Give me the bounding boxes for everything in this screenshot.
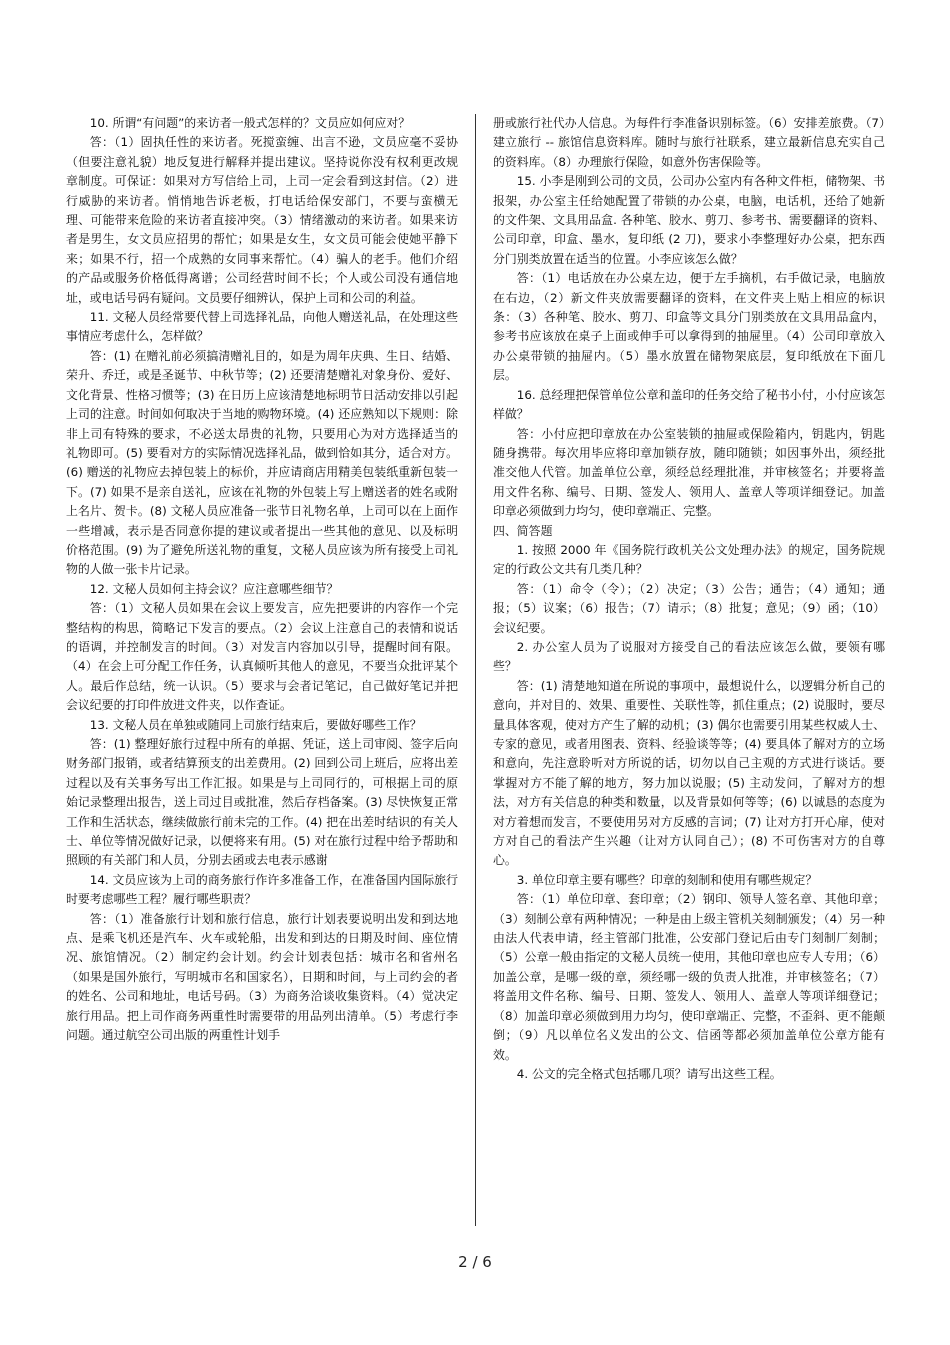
question-10: 10. 所谓“有问题”的来访者一般式怎样的？文员应如何应对？ [89, 116, 411, 130]
question-14: 14. 文员应该为上司的商务旅行作许多准备工作，在准备国内国际旅行时要考虑哪些工程？履行哪些职责？ [66, 872, 458, 907]
answer-10: 答：（1）固执任性的来访者。死搅蛮缠、出言不逊，文员应毫不妥协（但要注意礼貌）地反复进行解释并提出建议。坚持说你没有权利更改规章制度。可保证：如果对方写信给上司，上司一定会看到这封信。（2）进行威胁的来访者。悄悄地告诉老板，打电话给保安部门，不要与蛮横无理、可能带来危险的来访者直接冲突。（3）情绪激动的来访者。如果来访者是男生，女文员应招男的帮忙；如果是女生，女文员可能会使她平静下来；如果不行，招一个成熟的女同事来帮忙。（4）骗人的老手。他们介绍的产品或服务价格低得离谱；公司经营时间不长；个人或公司没有通信地址，或电话号码有疑问。文员要仔细辨认，保护上司和公司的利益。 [66, 135, 458, 305]
answer-15: 答：（1）电话放在办公桌左边，便于左手摘机，右手做记录，电脑放在右边，（2）新文件夹放需要翻译的资料，在文件夹上贴上相应的标识条：（3）各种笔、胶水、剪刀、印盒等文具分门别类放在文具用品盒内，参考书应该放在桌子上面或伸手可以拿得到的抽屉里。（4）公司印章放入办公桌带锁的抽屉内。（5）墨水放置在储物架底层，复印纸放在下面几层。 [493, 271, 885, 383]
answer-13: 答：(1) 整理好旅行过程中所有的单据、凭证，送上司审阅、签字后向财务部门报销，或者结算预支的出差费用。(2) 回到公司上班后，应将出差过程以及有关事务写出工作汇报。如果是与上司同行的，可根据上司的原始记录整理出报告，送上司过目或批准，然后存档备案。(3) 尽快恢复正常工作和生活状态，继续做旅行前未完的工作。(4) 把在出差时结识的有关人士、单位等情况做好记录，以便将来有用。(5) 对在旅行过程中给予帮助和照顾的有关部门和人员，分别去函或去电表示感谢 [66, 737, 458, 868]
right-column [493, 114, 885, 1084]
answer-14: 答：（1）准备旅行计划和旅行信息，旅行计划表要说明出发和到达地点、是乘飞机还是汽车、火车或轮船，出发和到达的日期及时间、座位情况、旅馆情况。（2）制定约会计划。约会计划表包括：城市名和省州名（如果是国外旅行，写明城市名和国家名），日期和时间，与上司约会的者的姓名、公司和地址，电话号码。（3）为商务洽谈收集资料。（4）觉决定旅行用品。把上司作商务两重性时需要带的用品列出清单。（5）考虑行李问题。通过航空公司出版的两重性计划手 [66, 911, 458, 1043]
left-column [66, 114, 458, 1046]
answer-14-continued: 册或旅行社代办人信息。为每件行李准备识别标签。（6）安排差旅费。（7）建立旅行 -- 旅馆信息资料库。随时与旅行社联系，建立最新信息充实自己的资料库。（8）办理旅行保险，如意外伤害保险等。 [493, 116, 885, 169]
short-answer-2: 答：(1) 清楚地知道在所说的事项中，最想说什么，以逻辑分析自己的意向，并对目的、效果、重要性、关联性等，抓住重点；(2) 说服时，要尽量具体客观，使对方产生了解的动机；(3) 偶尔也需要引用某些权威人士、专家的意见，或者用图表、资料、经验谈等等；(4) 要具体了解对方的立场和意向，先注意聆听对方所说的话，切勿以自己主观的方式进行谈话。要掌握对方不能了解的地方，努力加以说服；(5) 主动发问，了解对方的想法，对方有关信息的种类和数量，以及背景如何等等；(6) 以诚恳的态度为对方着想而发言，不要使用另对方反感的言词；(7) 让对方打开心扉，使对方对自己的看法产生兴趣（让对方认同自己）；(8) 不可伤害对方的自尊心。 [493, 678, 885, 868]
question-11: 11. 文秘人员经常要代替上司选择礼品，向他人赠送礼品，在处理这些事情应考虑什么，怎样做？ [66, 310, 458, 344]
short-question-1: 1. 按照 2000 年《国务院行政机关公文处理办法》的规定，国务院规定的行政公文共有几类几种？ [493, 542, 885, 577]
short-question-2: 2. 办公室人员为了说服对方接受自己的看法应该怎么做，要领有哪些？ [493, 639, 885, 674]
answer-11: 答：(1) 在赠礼前必须搞清赠礼目的，如是为周年庆典、生日、结婚、荣升、乔迁，或是圣诞节、中秋节等；(2) 还要清楚赠礼对象身份、爱好、文化背景、性格习惯等；(3) 在日历上应该清楚地标明节日活动安排以引起上司的注意。时间如何取决于当地的购物环境。(4) 还应熟知以下规则：除非上司有特殊的要求，不必送太昂贵的礼物，只要用心为对方选择适当的礼物即可。(5) 要看对方的实际情况选择礼品，做到恰如其分，适合对方。(6) 赠送的礼物应去掉包装上的标价，并应请商店用精美包装纸重新包装一下。(7) 如果不是亲自送礼，应该在礼物的外包装上写上赠送者的姓名或附上名片、贺卡。(8) 文秘人员应准备一张节日礼物名单，上司可以在上面作一些增减，表示是否同意你提的建议或者提出一些其他的意见、以及标明价格范围。(9) 为了避免所送礼物的重复，文秘人员应该为所有接受上司礼物的人做一张卡片记录。 [66, 348, 458, 577]
question-16: 16. 总经理把保管单位公章和盖印的任务交给了秘书小付，小付应该怎样做？ [493, 387, 885, 422]
page-number: 2 / 6 [458, 1253, 492, 1271]
question-13: 13. 文秘人员在单独或随同上司旅行结束后，要做好哪些工作？ [89, 717, 422, 732]
question-12: 12. 文秘人员如何主持会议？应注意哪些细节？ [89, 581, 339, 596]
short-question-3: 3. 单位印章主要有哪些？印章的刻制和使用有哪些规定？ [516, 872, 818, 887]
column-divider [475, 114, 476, 1226]
question-15: 15. 小李是刚到公司的文员，公司办公室内有各种文件柜，储物架、书报架，办公室主任给她配置了带锁的办公桌，电脑，电话机，还给了她新的文件架、文具用品盒. 各种笔、胶水、剪刀、参考书、需要翻译的资料、公司印章，印盒、墨水，复印纸 (2 刀)，要求小李整理好办公桌，把东西分门别类放置在适当的位置。小李应该怎么做？ [493, 174, 885, 266]
answer-16: 答：小付应把印章放在办公室装锁的抽屉或保险箱内，钥匙内，钥匙随身携带。每次用毕应将印章加锁存放，随印随锁；如因事外出，须经批准交他人代管。加盖单位公章，须经总经理批准，并审核签名；并要将盖用文件名称、编号、日期、签发人、领用人、盖章人等项详细登记。加盖印章必须做到力均匀，使印章端正、完整。 [493, 426, 885, 519]
short-answer-1: 答：（1）命令（令）；（2）决定；（3）公告；通告；（4）通知；通报；（5）议案；（6）报告；（7）请示；（8）批复；意见；（9）函；（10）会议纪要。 [493, 581, 885, 635]
answer-12: 答：（1）文秘人员如果在会议上要发言，应先把要讲的内容作一个完整结构的构思，简略记下发言的要点。（2）会议上注意自己的表情和说话的语调，并控制发言的时间。（3）对发言内容加以引导，提醒时间有限。（4）在会上可分配工作任务，认真倾听其他人的意见，不要当众批评某个人。最后作总结，统一认识。（5）要求与会者记笔记，自己做好笔记并把会议纪要的打印件放进文件夹，以作查证。 [66, 601, 458, 713]
short-answer-3: 答：（1）单位印章、套印章；（2）钢印、领导人签名章、其他印章；（3）刻制公章有两种情况；一种是由上级主管机关刻制颁发；（4）另一种由法人代表申请，经主管部门批准，公安部门登记后由专门刻制厂刻制；（5）公章一般由指定的文秘人员统一使用，其他印章也应专人专用；（6）加盖公章，是哪一级的章，须经哪一级的负责人批准，并审核签名；（7）将盖用文件名称、编号、日期、签发人、领用人、盖章人等项详细登记；（8）加盖印章必须做到用力均匀，使印章端正、完整，不歪斜、更不能颠倒；（9）凡以单位名义发出的公文、信函等都必须加盖单位公章方能有效。 [493, 892, 885, 1062]
section-heading: 四、简答题 [493, 523, 553, 538]
short-question-4: 4. 公文的完全格式包括哪几项？请写出这些工程。 [516, 1066, 782, 1081]
